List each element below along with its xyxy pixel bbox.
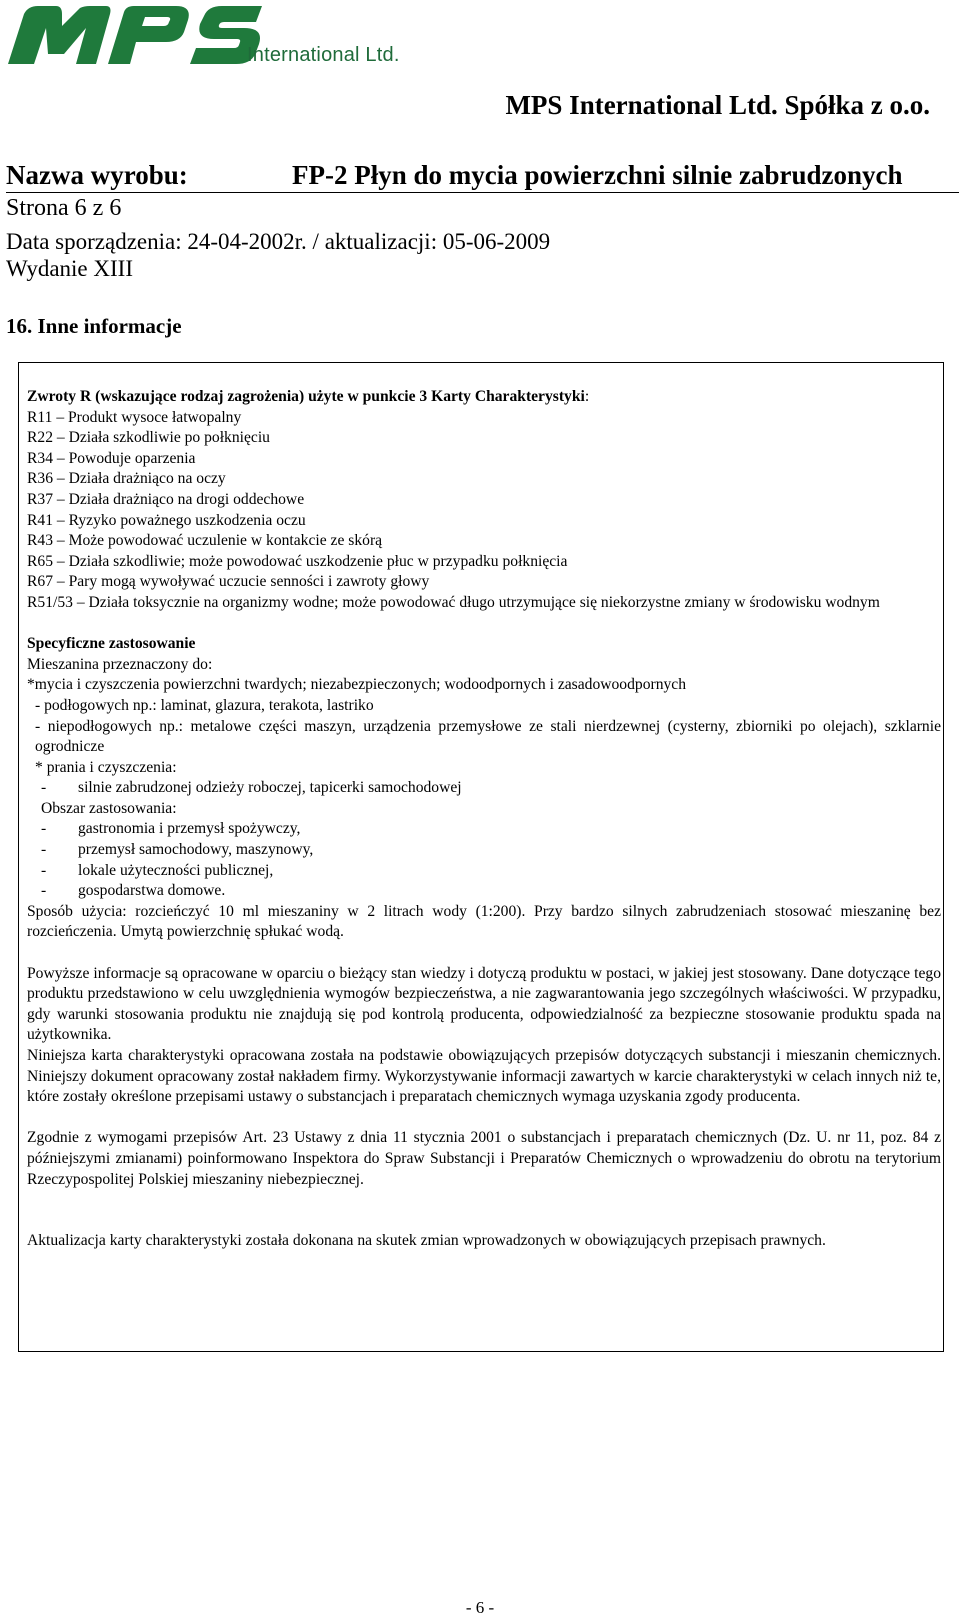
company-name: MPS International Ltd. Spółka z o.o. [505, 90, 930, 120]
r-phrase-item: R51/53 – Działa toksycznie na organizmy wodne; może powodować długo utrzymujące się niekorzystne zmiany w środowisku wodnym [27, 593, 880, 611]
usage-line-text: silnie zabrudzonej odzieży roboczej, tapicerki samochodowej [78, 779, 462, 797]
disclaimer-paragraph: Aktualizacja karty charakterystyki została dokonana na skutek zmian wprowadzonych w obowiązujących przepisach prawnych. [27, 1232, 826, 1250]
usage-line [27, 778, 941, 799]
r-phrase-item: R11 – Produkt wysoce łatwopalny [27, 408, 242, 426]
list-dash: - [41, 820, 47, 838]
area-item-text: lokale użyteczności publicznej, [78, 861, 274, 879]
area-heading: Obszar zastosowania: [41, 799, 177, 817]
usage-line: *mycia i czyszczenia powierzchni twardych; niezabezpieczonych; wodoodpornych i zasadowoodpornych [27, 676, 687, 694]
usage-method: Sposób użycia: rozcieńczyć 10 ml mieszaniny w 2 litrach wody (1:200). Przy bardzo silnych zabrudzeniach stosować mieszaninę bez rozcieńczenia. Umytą powierzchnię spłukać wodą. [27, 902, 941, 941]
info-box [18, 362, 944, 1352]
usage-line: - niepodłogowych np.: metalowe części maszyn, urządzenia przemysłowe ze stali nierdzewnej (cysterny, zbiorniki po olejach), szklarnie ogrodnicze [35, 717, 941, 756]
r-phrase-item: R37 – Działa drażniąco na drogi oddechowe [27, 490, 305, 508]
r-phrase-item: R67 – Pary mogą wywoływać uczucie senności i zawroty głowy [27, 573, 430, 591]
r-phrase-item: R36 – Działa drażniąco na oczy [27, 470, 226, 488]
area-item-text: gastronomia i przemysł spożywczy, [78, 820, 301, 838]
product-row [6, 160, 959, 193]
list-dash: - [41, 841, 47, 859]
disclaimer-paragraph: Niniejsza karta charakterystyki opracowana została na podstawie obowiązujących przepisów dotyczących substancji i mieszanin chemicznych. Niniejszy dokument opracowany został nakładem firmy. Wykorzystywanie informacji zawartych w karcie charakterystyki w celach innych niż te, które zostały określone przepisami ustawy o substancjach i preparatach chemicznych wymaga uzyskania zgody producenta. [27, 1047, 941, 1106]
r-phrase-item: R41 – Ryzyko poważnego uszkodzenia oczu [27, 511, 306, 529]
usage-intro: Mieszanina przeznaczony do: [27, 655, 213, 673]
area-item [27, 881, 941, 902]
product-name: FP-2 Płyn do mycia powierzchni silnie zabrudzonych [292, 160, 903, 190]
r-phrase-item: R65 – Działa szkodliwie; może powodować uszkodzenie płuc w przypadku połknięcia [27, 552, 568, 570]
r-phrases-heading [27, 387, 941, 408]
list-dash: - [41, 882, 47, 900]
area-item [27, 840, 941, 861]
document-dates: Data sporządzenia: 24-04-2002r. / aktualizacji: 05-06-2009 [6, 229, 551, 254]
logo-subtitle: International Ltd. [247, 44, 400, 66]
page-indicator: Strona 6 z 6 [6, 195, 122, 221]
r-phrase-item: R22 – Działa szkodliwie po połknięciu [27, 429, 270, 447]
disclaimer-paragraph: Zgodnie z wymogami przepisów Art. 23 Ustawy z dnia 11 stycznia 2001 o substancjach i preparatach chemicznych (Dz. U. nr 11, poz. 84 z późniejszymi zmianami) poinformowano Inspektora do Spraw Substancji i Preparatów Chemicznych o wprowadzeniu do obrotu na terytorium Rzeczypospolitej Polskiej mieszaniny niebezpiecznej. [27, 1129, 941, 1188]
r-phrases-heading-colon: : [584, 388, 590, 405]
info-content [27, 387, 941, 1252]
list-dash: - [41, 779, 47, 797]
area-item-text: gospodarstwa domowe. [78, 882, 226, 900]
area-item [27, 861, 941, 882]
page-number: - 6 - [465, 1598, 495, 1617]
disclaimer-paragraph: Powyższe informacje są opracowane w oparciu o bieżący stan wiedzy i dotyczą produktu w postaci, w jakiej jest stosowany. Dane dotyczące tego produktu przedstawiono w celu uwzględnienia wymogów bezpieczeństwa, a nie zagwarantowania jego szczególnych właściwości. W przypadku, gdy warunki stosowania produktu nie znajdują się pod kontrolą producenta, odpowiedzialność za bezpieczne stosowanie produktu spada na użytkownika. [27, 964, 941, 1044]
list-dash: - [41, 861, 47, 879]
section-title: 16. Inne informacje [6, 314, 182, 338]
usage-heading: Specyficzne zastosowanie [27, 635, 196, 653]
product-label: Nazwa wyrobu: [6, 160, 188, 190]
r-phrase-item: R43 – Może powodować uczulenie w kontakcie ze skórą [27, 532, 383, 550]
r-phrase-item: R34 – Powoduje oparzenia [27, 449, 196, 467]
area-item-text: przemysł samochodowy, maszynowy, [78, 841, 314, 859]
usage-line: * prania i czyszczenia: [35, 758, 177, 776]
r-phrases-heading-text: Zwroty R (wskazujące rodzaj zagrożenia) użyte w punkcie 3 Karty Charakterystyki [27, 388, 585, 405]
area-item [27, 819, 941, 840]
usage-line: - podłogowych np.: laminat, glazura, terakota, lastriko [35, 696, 374, 714]
edition: Wydanie XIII [6, 256, 133, 281]
